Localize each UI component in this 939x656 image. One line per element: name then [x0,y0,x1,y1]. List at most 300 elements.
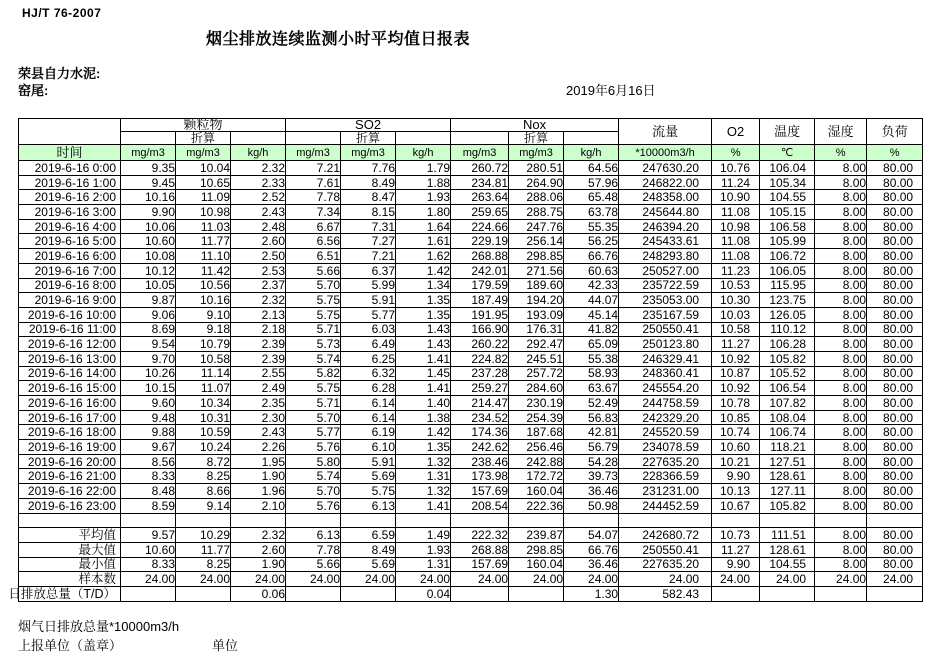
cell-value: 105.15 [760,205,815,220]
cell-value: 245.51 [509,351,564,366]
cell-value: 222.32 [451,528,509,543]
cell-value: 1.90 [231,469,286,484]
cell-value: 6.13 [341,498,396,513]
cell-value: 0.06 [231,586,286,601]
converted-subheader-nox: 折算 [509,132,564,145]
cell-value: 10.74 [712,425,760,440]
cell-value: 2.49 [231,381,286,396]
cell-value [286,513,341,528]
data-row [19,175,923,190]
cell-value: 239.87 [509,528,564,543]
cell-value: 10.15 [121,381,176,396]
col-group-so2: SO2 [286,119,451,132]
cell-value: 42.81 [564,425,619,440]
cell-value: 288.06 [509,190,564,205]
cell-value: 227635.20 [619,454,712,469]
cell-value: 246822.00 [619,175,712,190]
summary-label [19,528,121,543]
cell-value [396,513,451,528]
summary-row [19,586,923,601]
unit-cell: % [867,145,923,161]
data-row [19,190,923,205]
cell-value: 5.82 [286,366,341,381]
cell-value: 172.72 [509,469,564,484]
cell-value: 1.42 [396,425,451,440]
cell-value [121,586,176,601]
cell-value: 80.00 [867,351,923,366]
cell-value: 80.00 [867,234,923,249]
data-row [19,307,923,322]
cell-value: 6.14 [341,410,396,425]
cell-value: 1.31 [396,557,451,572]
row-time [19,161,121,176]
data-row [19,410,923,425]
cell-value: 115.95 [760,278,815,293]
cell-value: 160.04 [509,557,564,572]
cell-value: 24.00 [231,572,286,587]
cell-value: 1.79 [396,161,451,176]
cell-value: 80.00 [867,498,923,513]
cell-value: 80.00 [867,454,923,469]
cell-value: 9.90 [712,557,760,572]
cell-value: 5.66 [286,263,341,278]
row-time [19,263,121,278]
cell-value [286,586,341,601]
cell-value: 5.91 [341,293,396,308]
cell-value: 1.41 [396,498,451,513]
cell-value [815,586,867,601]
col-header-load: 负荷 [867,119,923,145]
cell-value: 235167.59 [619,307,712,322]
cell-value: 2.30 [231,410,286,425]
cell-value: 2.39 [231,337,286,352]
cell-value: 36.46 [564,557,619,572]
empty-subheader [396,132,451,145]
cell-value: 9.88 [121,425,176,440]
cell-value: 2.39 [231,351,286,366]
cell-value: 8.72 [176,454,231,469]
cell-value: 24.00 [509,572,564,587]
cell-value: 80.00 [867,484,923,499]
cell-value: 1.93 [396,190,451,205]
row-time-text: 2019-6-16 1:00 [34,175,116,190]
time-column-header: 时间 [19,145,121,161]
cell-value: 80.00 [867,528,923,543]
cell-value: 8.00 [815,396,867,411]
cell-value: 242.88 [509,454,564,469]
row-time-text: 2019-6-16 17:00 [27,410,116,425]
cell-value: 246394.20 [619,219,712,234]
data-row [19,278,923,293]
cell-value: 5.76 [286,440,341,455]
cell-value [619,513,712,528]
cell-value: 5.75 [286,293,341,308]
cell-value: 245554.20 [619,381,712,396]
cell-value: 8.00 [815,205,867,220]
cell-value: 260.72 [451,161,509,176]
row-time-text: 2019-6-16 3:00 [34,204,116,219]
summary-label [19,557,121,572]
cell-value: 8.59 [121,498,176,513]
cell-value: 8.00 [815,263,867,278]
cell-value: 8.56 [121,454,176,469]
row-time-text: 2019-6-16 18:00 [27,425,116,440]
report-date: 2019年6月16日 [566,83,656,98]
cell-value: 2.32 [231,161,286,176]
header-row-units [19,145,923,161]
cell-value: 2.33 [231,175,286,190]
cell-value: 105.82 [760,351,815,366]
cell-value: 235053.00 [619,293,712,308]
monitoring-table [8,117,923,602]
row-time-text: 2019-6-16 12:00 [27,337,116,352]
cell-value: 11.10 [176,249,231,264]
cell-value: 9.87 [121,293,176,308]
cell-value: 106.54 [760,381,815,396]
cell-value: 250527.00 [619,263,712,278]
cell-value: 257.72 [509,366,564,381]
cell-value: 250550.41 [619,322,712,337]
cell-value: 80.00 [867,175,923,190]
cell-value: 2.43 [231,425,286,440]
cell-value: 45.14 [564,307,619,322]
cell-value: 8.33 [121,469,176,484]
cell-value: 268.88 [451,542,509,557]
cell-value: 234.81 [451,175,509,190]
cell-value: 0.04 [396,586,451,601]
cell-value: 6.32 [341,366,396,381]
col-header-o2: O2 [712,119,760,145]
cell-value: 65.48 [564,190,619,205]
cell-value: 8.49 [341,542,396,557]
cell-value: 10.06 [121,219,176,234]
row-time [19,381,121,396]
cell-value: 10.21 [712,454,760,469]
cell-value: 245644.80 [619,205,712,220]
converted-subheader-particulate: 折算 [176,132,231,145]
cell-value: 10.16 [176,293,231,308]
standard-number: HJ/T 76-2007 [22,6,102,20]
cell-value: 8.48 [121,484,176,499]
cell-value: 24.00 [176,572,231,587]
cell-value: 10.92 [712,351,760,366]
cell-value: 8.00 [815,219,867,234]
cell-value: 55.38 [564,351,619,366]
cell-value: 271.56 [509,263,564,278]
cell-value: 10.78 [712,396,760,411]
cell-value: 9.60 [121,396,176,411]
cell-value [509,586,564,601]
row-time [19,425,121,440]
cell-value: 2.52 [231,190,286,205]
cell-value: 2.37 [231,278,286,293]
cell-value: 2.53 [231,263,286,278]
cell-value: 6.19 [341,425,396,440]
data-row [19,351,923,366]
cell-value: 58.93 [564,366,619,381]
cell-value: 80.00 [867,337,923,352]
cell-value: 8.69 [121,322,176,337]
cell-value [815,513,867,528]
cell-value: 1.62 [396,249,451,264]
cell-value: 24.00 [867,572,923,587]
cell-value: 8.25 [176,557,231,572]
cell-value: 10.30 [712,293,760,308]
cell-value: 5.76 [286,498,341,513]
cell-value: 1.49 [396,528,451,543]
cell-value: 2.50 [231,249,286,264]
cell-value: 1.32 [396,484,451,499]
cell-value: 11.27 [712,542,760,557]
cell-value: 2.60 [231,542,286,557]
cell-value: 10.05 [121,278,176,293]
cell-value: 1.42 [396,263,451,278]
cell-value: 235722.59 [619,278,712,293]
cell-value: 187.49 [451,293,509,308]
header-row-groups [19,119,923,132]
cell-value: 7.78 [286,190,341,205]
cell-value: 39.73 [564,469,619,484]
cell-value: 242680.72 [619,528,712,543]
cell-value: 8.00 [815,190,867,205]
cell-value: 10.98 [712,219,760,234]
cell-value [760,513,815,528]
cell-value: 6.03 [341,322,396,337]
data-row [19,440,923,455]
cell-value: 6.10 [341,440,396,455]
cell-value: 80.00 [867,381,923,396]
time-header-spacer [19,119,121,145]
cell-value: 80.00 [867,366,923,381]
cell-value: 259.27 [451,381,509,396]
cell-value: 224.66 [451,219,509,234]
cell-value: 7.31 [341,219,396,234]
cell-value: 214.47 [451,396,509,411]
summary-row [19,542,923,557]
cell-value: 231231.00 [619,484,712,499]
cell-value: 250123.80 [619,337,712,352]
row-time-text: 2019-6-16 8:00 [34,278,116,293]
cell-value: 52.49 [564,396,619,411]
cell-value: 54.28 [564,454,619,469]
cell-value: 8.00 [815,498,867,513]
cell-value: 9.90 [121,205,176,220]
cell-value: 1.93 [396,542,451,557]
cell-value: 242329.20 [619,410,712,425]
cell-value: 166.90 [451,322,509,337]
cell-value: 6.13 [286,528,341,543]
cell-value: 5.75 [286,381,341,396]
data-row [19,219,923,234]
cell-value: 11.14 [176,366,231,381]
row-time-text: 2019-6-16 23:00 [27,498,116,513]
row-time [19,440,121,455]
cell-value: 5.71 [286,396,341,411]
summary-label-text: 最大值 [78,542,116,557]
cell-value: 8.00 [815,381,867,396]
cell-value: 8.00 [815,366,867,381]
cell-value: 10.79 [176,337,231,352]
cell-value: 11.07 [176,381,231,396]
row-time-text: 2019-6-16 19:00 [27,439,116,454]
col-group-particulate: 颗粒物 [121,119,286,132]
cell-value: 6.49 [341,337,396,352]
row-time-text: 2019-6-16 22:00 [27,483,116,498]
cell-value [176,586,231,601]
cell-value: 187.68 [509,425,564,440]
cell-value: 173.98 [451,469,509,484]
cell-value: 189.60 [509,278,564,293]
cell-value: 24.00 [760,572,815,587]
cell-value: 105.34 [760,175,815,190]
cell-value: 11.03 [176,219,231,234]
cell-value: 55.35 [564,219,619,234]
cell-value: 10.58 [176,351,231,366]
cell-value: 1.64 [396,219,451,234]
data-row [19,337,923,352]
row-time [19,307,121,322]
cell-value: 1.43 [396,322,451,337]
row-time [19,396,121,411]
cell-value: 9.14 [176,498,231,513]
cell-value [760,586,815,601]
cell-value: 247630.20 [619,161,712,176]
cell-value: 10.60 [121,542,176,557]
cell-value: 7.76 [341,161,396,176]
cell-value: 24.00 [396,572,451,587]
unit-cell: *10000m3/h [619,145,712,161]
data-row [19,161,923,176]
cell-value: 1.32 [396,454,451,469]
cell-value: 1.61 [396,234,451,249]
cell-value: 63.78 [564,205,619,220]
cell-value: 8.00 [815,440,867,455]
station-name: 窑尾: [18,83,49,98]
cell-value: 1.88 [396,175,451,190]
summary-row [19,528,923,543]
cell-value: 9.70 [121,351,176,366]
col-header-humidity: 湿度 [815,119,867,145]
row-time [19,278,121,293]
row-time-text: 2019-6-16 14:00 [27,366,116,381]
data-row [19,234,923,249]
cell-value: 24.00 [564,572,619,587]
cell-value: 10.56 [176,278,231,293]
cell-value: 222.36 [509,498,564,513]
cell-value: 9.45 [121,175,176,190]
cell-value: 118.21 [760,440,815,455]
cell-value: 80.00 [867,249,923,264]
cell-value: 250550.41 [619,542,712,557]
cell-value: 5.73 [286,337,341,352]
cell-value [341,513,396,528]
cell-value: 106.05 [760,263,815,278]
cell-value: 193.09 [509,307,564,322]
data-row [19,469,923,484]
cell-value: 57.96 [564,175,619,190]
cell-value: 5.77 [286,425,341,440]
cell-value: 11.77 [176,542,231,557]
cell-value: 41.82 [564,322,619,337]
cell-value: 10.85 [712,410,760,425]
cell-value: 157.69 [451,484,509,499]
cell-value: 5.75 [341,484,396,499]
cell-value: 260.22 [451,337,509,352]
data-row [19,205,923,220]
cell-value: 227635.20 [619,557,712,572]
cell-value: 11.27 [712,337,760,352]
cell-value: 24.00 [121,572,176,587]
row-time-text: 2019-6-16 20:00 [27,454,116,469]
cell-value: 8.00 [815,249,867,264]
cell-value: 1.41 [396,351,451,366]
cell-value: 11.09 [176,190,231,205]
cell-value: 9.10 [176,307,231,322]
cell-value: 10.58 [712,322,760,337]
cell-value: 10.04 [176,161,231,176]
cell-value: 105.99 [760,234,815,249]
cell-value: 582.43 [619,586,712,601]
cell-value: 80.00 [867,440,923,455]
cell-value: 10.13 [712,484,760,499]
row-time [19,205,121,220]
flue-gas-total-note: 烟气日排放总量*10000m3/h [18,619,180,634]
cell-value: 8.33 [121,557,176,572]
reporting-unit-label: 上报单位（盖章） [18,638,123,653]
cell-value: 9.35 [121,161,176,176]
cell-value: 244452.59 [619,498,712,513]
cell-value: 268.88 [451,249,509,264]
cell-value: 56.79 [564,440,619,455]
cell-value: 5.74 [286,351,341,366]
cell-value: 10.76 [712,161,760,176]
cell-value: 1.43 [396,337,451,352]
cell-value: 8.00 [815,542,867,557]
cell-value: 8.00 [815,410,867,425]
cell-value: 179.59 [451,278,509,293]
cell-value: 80.00 [867,278,923,293]
cell-value: 1.30 [564,586,619,601]
row-time-text: 2019-6-16 10:00 [27,307,116,322]
row-time-text: 2019-6-16 16:00 [27,395,116,410]
data-row [19,322,923,337]
cell-value: 256.14 [509,234,564,249]
cell-value: 111.51 [760,528,815,543]
unit-cell: kg/h [396,145,451,161]
cell-value [867,513,923,528]
row-time [19,322,121,337]
cell-value: 248360.41 [619,366,712,381]
cell-value: 7.78 [286,542,341,557]
cell-value: 10.16 [121,190,176,205]
row-time [19,175,121,190]
row-time [19,337,121,352]
cell-value: 5.70 [286,410,341,425]
empty-subheader [451,132,509,145]
cell-value: 7.34 [286,205,341,220]
summary-label [8,586,121,601]
cell-value: 7.27 [341,234,396,249]
cell-value: 80.00 [867,307,923,322]
cell-value: 106.28 [760,337,815,352]
cell-value: 24.00 [451,572,509,587]
cell-value: 5.99 [341,278,396,293]
row-time [19,293,121,308]
row-time-text: 2019-6-16 15:00 [27,381,116,396]
cell-value: 63.67 [564,381,619,396]
row-time-text: 2019-6-16 5:00 [34,234,116,249]
cell-value: 80.00 [867,161,923,176]
